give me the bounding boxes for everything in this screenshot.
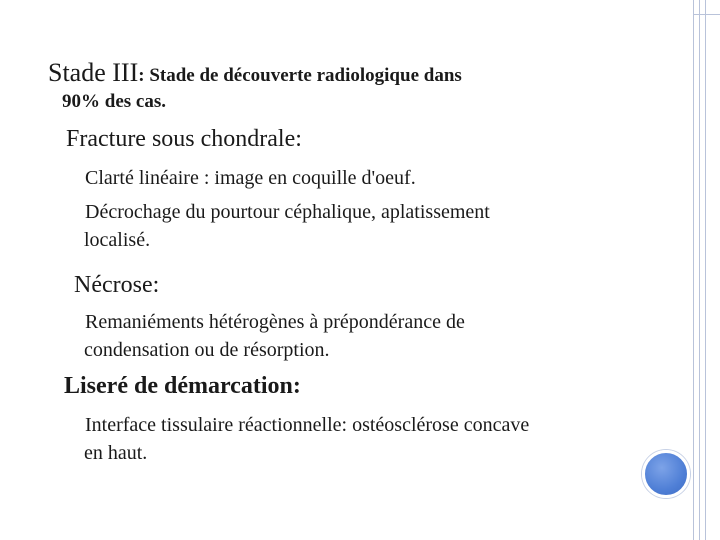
list-item-text: Remaniéments hétérogènes à prépondérance de [85, 311, 465, 333]
frame-line [705, 0, 706, 540]
stade-heading-line [34, 58, 462, 88]
stade-description-cont: 90% des cas. [62, 91, 166, 112]
necrose-heading: Nécrose: [74, 272, 160, 298]
list-item-text-cont: en haut. [84, 442, 148, 464]
list-item-text: Interface tissulaire réactionnelle: ostéosclérose concave [85, 414, 530, 436]
lisere-heading: Liseré de démarcation: [64, 373, 301, 399]
lisere-heading-line [62, 373, 301, 400]
list-item [84, 201, 490, 224]
list-item [84, 414, 529, 437]
list-item-text-cont: localisé. [84, 229, 151, 251]
fracture-heading: Fracture sous chondrale: [66, 126, 302, 152]
stade-description: Stade de découverte radiologique dans [149, 65, 462, 86]
list-item-text-cont: condensation ou de résorption. [84, 339, 330, 361]
frame-line [693, 0, 694, 540]
list-item [84, 167, 416, 190]
list-item-text: Clarté linéaire : image en coquille d'oeuf. [85, 167, 416, 189]
list-item-text: Décrochage du pourtour céphalique, aplatissement [85, 201, 490, 223]
frame-line [693, 14, 720, 15]
frame-line [699, 0, 700, 540]
necrose-heading-line [62, 272, 159, 299]
fracture-heading-line [64, 126, 302, 153]
stade-heading: Stade III [48, 58, 139, 87]
decorative-circle [642, 450, 690, 498]
stade-colon: : [138, 65, 150, 86]
list-item [84, 311, 465, 334]
